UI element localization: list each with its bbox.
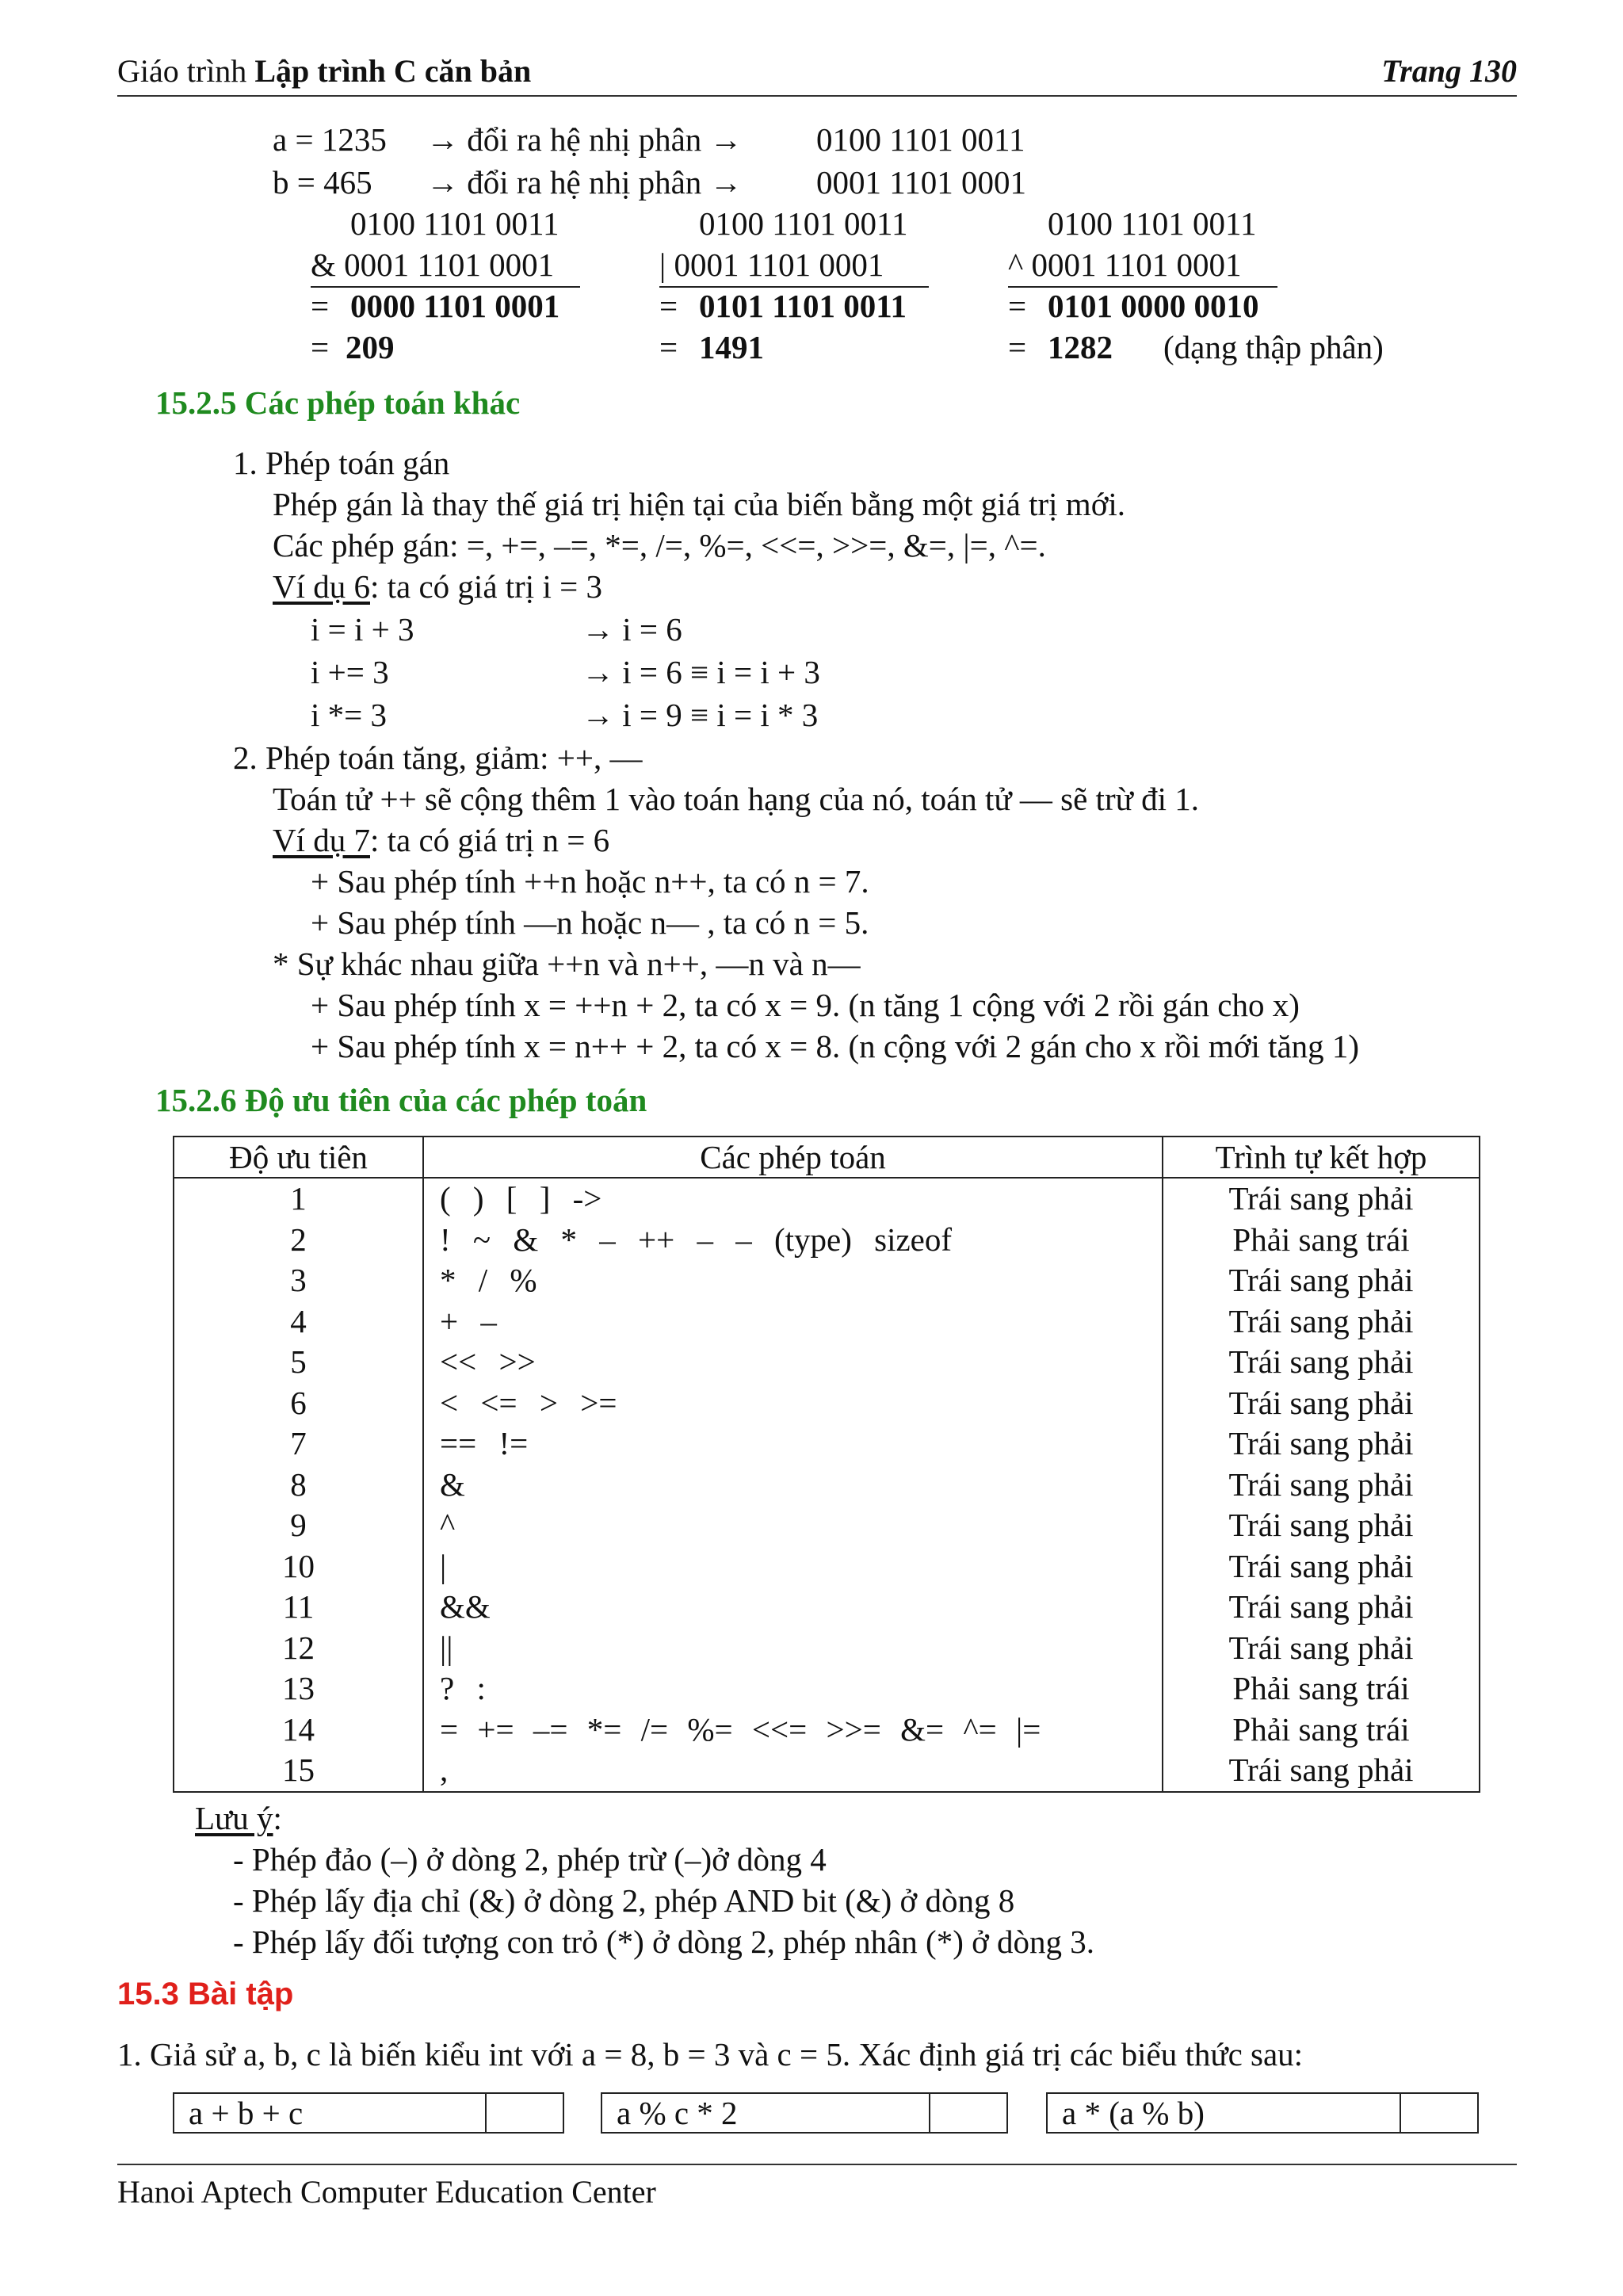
cell-level: 12 bbox=[174, 1628, 423, 1669]
table-row bbox=[174, 1668, 1480, 1710]
cell-assoc: Trái sang phải bbox=[1163, 1587, 1480, 1628]
header-prefix: Giáo trình bbox=[117, 53, 255, 89]
example6-rest: : ta có giá trị i = 3 bbox=[370, 568, 602, 605]
exercise-box-1 bbox=[173, 2092, 564, 2134]
bitop-and-operand1: 0100 1101 0011 bbox=[350, 205, 559, 242]
bitop-xor-decimal-eq: = bbox=[1008, 329, 1027, 365]
ex7-line1: + Sau phép tính ++n hoặc n++, ta có n = 7. bbox=[311, 863, 869, 900]
cell-level: 2 bbox=[174, 1220, 423, 1261]
bitop-xor-operand1: 0100 1101 0011 bbox=[1048, 205, 1257, 242]
conv-a-arrow-text: → đổi ra hệ nhị phân → bbox=[426, 121, 743, 158]
ex6-row2-expr: i += 3 bbox=[311, 654, 389, 690]
cell-ops: ( ) [ ] -> bbox=[423, 1178, 1163, 1220]
table-row bbox=[174, 1220, 1480, 1261]
header-page-number: Trang 130 bbox=[1381, 53, 1517, 89]
bitop-xor-decimal: 1282 bbox=[1048, 329, 1113, 365]
item1-ops: Các phép gán: =, +=, –=, *=, /=, %=, <<=, >>=, &=, |=, ^=. bbox=[273, 527, 1046, 563]
exercise-box-1-expr: a + b + c bbox=[189, 2095, 304, 2131]
bitop-xor-operand2: ^ 0001 1101 0001 bbox=[1008, 246, 1242, 283]
table-header-row bbox=[174, 1137, 1480, 1178]
header-book-title: Lập trình C căn bản bbox=[254, 53, 532, 89]
exercise-box-3-answer[interactable] bbox=[1400, 2094, 1477, 2132]
cell-level: 6 bbox=[174, 1383, 423, 1424]
cell-assoc: Trái sang phải bbox=[1163, 1178, 1480, 1220]
header-left bbox=[117, 52, 531, 90]
conv-a-binary: 0100 1101 0011 bbox=[816, 121, 1025, 158]
cell-ops: | bbox=[423, 1546, 1163, 1587]
cell-ops: , bbox=[423, 1750, 1163, 1792]
bitop-xor-result: 0101 0000 0010 bbox=[1048, 288, 1259, 324]
note-label: Lưu ý bbox=[195, 1800, 273, 1836]
cell-ops: ? : bbox=[423, 1668, 1163, 1710]
diff-title: * Sự khác nhau giữa ++n và n++, —n và n— bbox=[273, 946, 861, 982]
cell-assoc: Trái sang phải bbox=[1163, 1342, 1480, 1383]
cell-assoc: Phải sang trái bbox=[1163, 1220, 1480, 1261]
cell-level: 5 bbox=[174, 1342, 423, 1383]
footer-rule bbox=[117, 2164, 1517, 2165]
example7-line bbox=[273, 821, 609, 859]
conv-b-binary: 0001 1101 0001 bbox=[816, 164, 1026, 201]
conv-b-arrow-text: → đổi ra hệ nhị phân → bbox=[426, 164, 743, 201]
example7-rest: : ta có giá trị n = 6 bbox=[370, 822, 610, 858]
table-row bbox=[174, 1301, 1480, 1343]
bitop-and-operand2: & 0001 1101 0001 bbox=[311, 246, 555, 283]
cell-ops: ! ~ & * – ++ – – (type) sizeof bbox=[423, 1220, 1163, 1261]
cell-ops: < <= > >= bbox=[423, 1383, 1163, 1424]
ex6-row3-expr: i *= 3 bbox=[311, 697, 388, 733]
precedence-table bbox=[173, 1136, 1480, 1793]
ex6-row1-expr: i = i + 3 bbox=[311, 611, 414, 648]
col-header-ops: Các phép toán bbox=[423, 1137, 1163, 1178]
item1-title: 1. Phép toán gán bbox=[233, 445, 450, 481]
cell-assoc: Trái sang phải bbox=[1163, 1546, 1480, 1587]
cell-level: 13 bbox=[174, 1668, 423, 1710]
example6-line bbox=[273, 567, 602, 606]
section-1525-heading: 15.2.5 Các phép toán khác bbox=[155, 384, 521, 421]
cell-level: 15 bbox=[174, 1750, 423, 1792]
note-item: - Phép đảo (–) ở dòng 2, phép trừ (–)ở dòng 4 bbox=[233, 1841, 827, 1878]
cell-ops: == != bbox=[423, 1423, 1163, 1465]
item2-title: 2. Phép toán tăng, giảm: ++, — bbox=[233, 739, 643, 776]
col-header-assoc: Trình tự kết hợp bbox=[1163, 1137, 1480, 1178]
section-1526-heading: 15.2.6 Độ ưu tiên của các phép toán bbox=[155, 1082, 647, 1118]
cell-assoc: Trái sang phải bbox=[1163, 1260, 1480, 1301]
example6-label: Ví dụ 6 bbox=[273, 568, 370, 605]
exercise-box-1-answer[interactable] bbox=[485, 2094, 563, 2132]
cell-ops: = += –= *= /= %= <<= >>= &= ^= |= bbox=[423, 1710, 1163, 1751]
cell-level: 10 bbox=[174, 1546, 423, 1587]
cell-ops: ^ bbox=[423, 1505, 1163, 1546]
table-row bbox=[174, 1505, 1480, 1546]
cell-assoc: Trái sang phải bbox=[1163, 1465, 1480, 1506]
cell-ops: << >> bbox=[423, 1342, 1163, 1383]
table-row bbox=[174, 1750, 1480, 1792]
cell-assoc: Trái sang phải bbox=[1163, 1628, 1480, 1669]
bitop-or-decimal-eq: = bbox=[659, 329, 678, 365]
exercise-box-2 bbox=[601, 2092, 1008, 2134]
conv-a-label: a = 1235 bbox=[273, 121, 387, 158]
exercise-box-3-expr: a * (a % b) bbox=[1062, 2095, 1205, 2131]
cell-ops: & bbox=[423, 1465, 1163, 1506]
note-colon: : bbox=[273, 1800, 282, 1836]
cell-assoc: Trái sang phải bbox=[1163, 1383, 1480, 1424]
cell-level: 4 bbox=[174, 1301, 423, 1343]
cell-assoc: Trái sang phải bbox=[1163, 1423, 1480, 1465]
note-item: - Phép lấy địa chỉ (&) ở dòng 2, phép AND bit (&) ở dòng 8 bbox=[233, 1882, 1015, 1919]
cell-assoc: Trái sang phải bbox=[1163, 1505, 1480, 1546]
cell-assoc: Phải sang trái bbox=[1163, 1668, 1480, 1710]
table-row bbox=[174, 1383, 1480, 1424]
cell-ops: || bbox=[423, 1628, 1163, 1669]
bitop-or-eq: = bbox=[659, 288, 678, 324]
bitop-or-operand2: | 0001 1101 0001 bbox=[659, 246, 884, 283]
cell-ops: + – bbox=[423, 1301, 1163, 1343]
bitop-or-operand1: 0100 1101 0011 bbox=[699, 205, 908, 242]
table-row bbox=[174, 1342, 1480, 1383]
footer-text: Hanoi Aptech Computer Education Center bbox=[117, 2174, 656, 2210]
decimal-note: (dạng thập phân) bbox=[1163, 329, 1384, 365]
col-header-level: Độ ưu tiên bbox=[174, 1137, 423, 1178]
cell-assoc: Phải sang trái bbox=[1163, 1710, 1480, 1751]
bitop-and-eq: = bbox=[311, 288, 330, 324]
example7-label: Ví dụ 7 bbox=[273, 822, 370, 858]
bitop-or-result: 0101 1101 0011 bbox=[699, 288, 907, 324]
cell-assoc: Trái sang phải bbox=[1163, 1301, 1480, 1343]
exercise-box-2-expr: a % c * 2 bbox=[617, 2095, 738, 2131]
section-153-heading: 15.3 Bài tập bbox=[117, 1977, 294, 2011]
note-item: - Phép lấy đối tượng con trỏ (*) ở dòng 2, phép nhân (*) ở dòng 3. bbox=[233, 1924, 1095, 1960]
cell-level: 14 bbox=[174, 1710, 423, 1751]
cell-ops: && bbox=[423, 1587, 1163, 1628]
cell-level: 8 bbox=[174, 1465, 423, 1506]
cell-assoc: Trái sang phải bbox=[1163, 1750, 1480, 1792]
cell-ops: * / % bbox=[423, 1260, 1163, 1301]
diff-line2: + Sau phép tính x = n++ + 2, ta có x = 8. (n cộng với 2 gán cho x rồi mới tăng 1) bbox=[311, 1028, 1360, 1064]
ex6-row3-result: → i = 9 ≡ i = i * 3 bbox=[582, 697, 819, 733]
bitop-and-decimal: 209 bbox=[346, 329, 395, 365]
note-heading bbox=[195, 1799, 282, 1837]
bitop-and-decimal-eq: = bbox=[311, 329, 330, 365]
cell-level: 9 bbox=[174, 1505, 423, 1546]
table-row bbox=[174, 1465, 1480, 1506]
diff-line1: + Sau phép tính x = ++n + 2, ta có x = 9. (n tăng 1 cộng với 2 rồi gán cho x) bbox=[311, 987, 1300, 1023]
header-rule bbox=[117, 95, 1517, 97]
cell-level: 1 bbox=[174, 1178, 423, 1220]
table-row bbox=[174, 1423, 1480, 1465]
cell-level: 11 bbox=[174, 1587, 423, 1628]
bitop-or-decimal: 1491 bbox=[699, 329, 764, 365]
cell-level: 7 bbox=[174, 1423, 423, 1465]
bitop-xor-eq: = bbox=[1008, 288, 1027, 324]
exercise-box-2-answer[interactable] bbox=[929, 2094, 1006, 2132]
ex6-row1-result: → i = 6 bbox=[582, 611, 682, 648]
table-row bbox=[174, 1587, 1480, 1628]
ex6-row2-result: → i = 6 ≡ i = i + 3 bbox=[582, 654, 820, 690]
table-row bbox=[174, 1710, 1480, 1751]
table-row bbox=[174, 1546, 1480, 1587]
conv-b-label: b = 465 bbox=[273, 164, 372, 201]
bitop-and-result: 0000 1101 0001 bbox=[350, 288, 560, 324]
exercise-1-text: 1. Giả sử a, b, c là biến kiểu int với a = 8, b = 3 và c = 5. Xác định giá trị các biểu thức sau: bbox=[117, 2036, 1304, 2073]
item2-desc: Toán tử ++ sẽ cộng thêm 1 vào toán hạng của nó, toán tử — sẽ trừ đi 1. bbox=[273, 781, 1199, 817]
item1-desc: Phép gán là thay thế giá trị hiện tại của biến bằng một giá trị mới. bbox=[273, 486, 1126, 522]
table-row bbox=[174, 1260, 1480, 1301]
table-row bbox=[174, 1178, 1480, 1220]
exercise-box-3 bbox=[1046, 2092, 1479, 2134]
cell-level: 3 bbox=[174, 1260, 423, 1301]
ex7-line2: + Sau phép tính —n hoặc n— , ta có n = 5. bbox=[311, 904, 869, 941]
table-row bbox=[174, 1628, 1480, 1669]
